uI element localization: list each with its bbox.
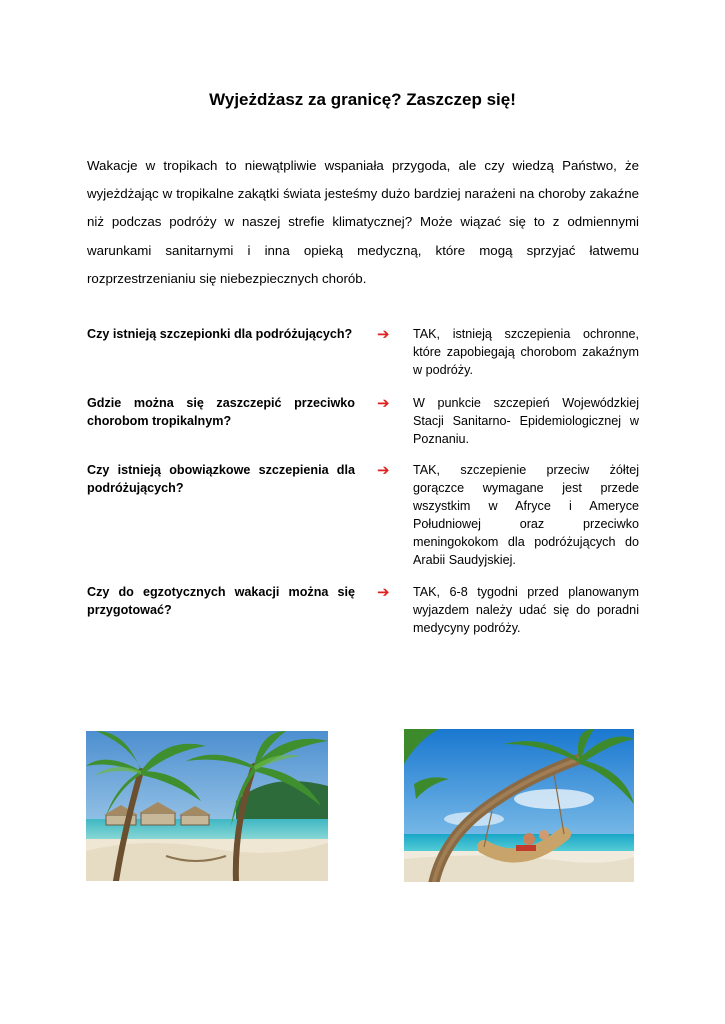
palm-beach-photo [86,731,328,881]
qa-row [87,461,639,571]
right-arrow-icon: ➔ [377,394,390,412]
intro-paragraph: Wakacje w tropikach to niewątpliwie wspaniała przygoda, ale czy wiedzą Państwo, że wyjeżdżając w tropikalne zakątki świata jesteśmy dużo bardziej narażeni na choroby zakaźne niż podczas podróży w naszej strefie klimatycznej? Może wiązać się to z odmiennymi warunkami sanitarnymi i inna opieką medyczną, które mogą sprzyjać łatwemu rozprzestrzenianiu się niebezpiecznych chorób. [87,158,639,286]
answer-text: TAK, szczepienie przeciw żółtej gorączce wymagane jest przede wszystkim w Afryce i Ameryce Południowej oraz przeciwko meningokokom dla podróżujących do Arabii Saudyjskiej. [413,463,639,567]
question-text: Czy istnieją obowiązkowe szczepienia dla podróżujących? [87,463,355,495]
answer-text: TAK, istnieją szczepienia ochronne, które zapobiegają chorobom zakaźnym w podróży. [413,327,639,377]
question-text: Czy do egzotycznych wakacji można się przygotować? [87,585,355,617]
question-text: Czy istnieją szczepionki dla podróżujących? [87,327,353,341]
right-arrow-icon: ➔ [377,325,390,343]
hammock-couple-photo [404,729,634,882]
question-text: Gdzie można się zaszczepić przeciwko chorobom tropikalnym? [87,396,355,428]
right-arrow-icon: ➔ [377,583,390,601]
answer-text: TAK, 6-8 tygodni przed planowanym wyjazdem należy udać się do poradni medycyny podróży. [413,585,639,635]
qa-row [87,325,639,405]
right-arrow-icon: ➔ [377,461,390,479]
answer-text: W punkcie szczepień Wojewódzkiej Stacji Sanitarno- Epidemiologicznej w Poznaniu. [413,396,639,446]
qa-row [87,583,639,663]
page-title: Wyjeżdżasz za granicę? Zaszczep się! [209,90,516,109]
